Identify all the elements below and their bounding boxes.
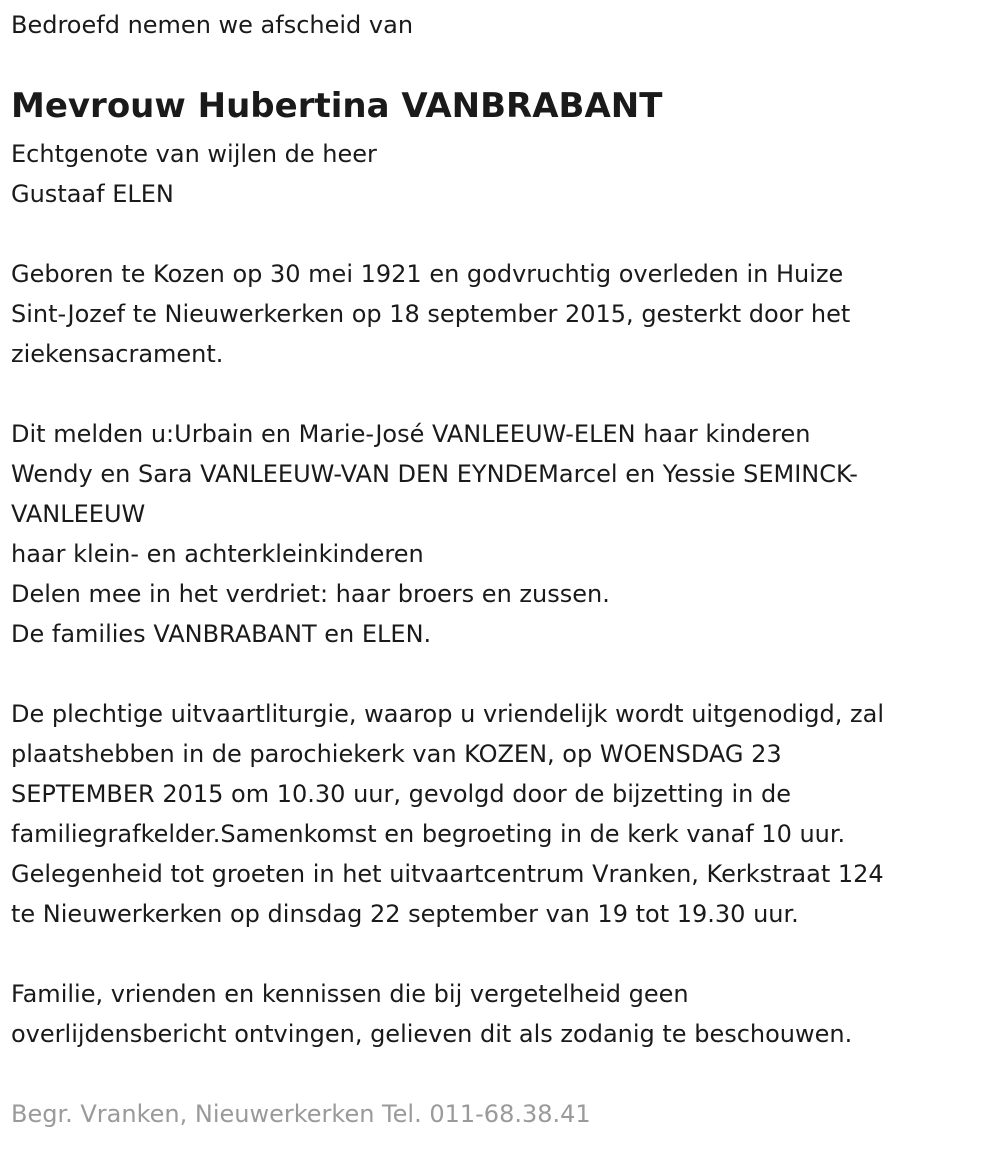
notice-line: Familie, vrienden en kennissen die bij vergetelheid geen (11, 980, 689, 1008)
family-line: Dit melden u:Urbain en Marie-José VANLEEUW-ELEN haar kinderen (11, 420, 811, 448)
spouse-line: Gustaaf ELEN (11, 180, 174, 208)
family-line: De families VANBRABANT en ELEN. (11, 620, 432, 648)
family-line: VANLEEUW (11, 500, 146, 528)
spouse-line: Echtgenote van wijlen de heer (11, 140, 377, 168)
birth-death-section (11, 254, 850, 374)
funeral-line: familiegrafkelder.Samenkomst en begroeting in de kerk vanaf 10 uur. (11, 820, 846, 848)
funeral-section (11, 694, 884, 934)
birth-death-line: Geboren te Kozen op 30 mei 1921 en godvruchtig overleden in Huize (11, 260, 844, 288)
birth-death-line: ziekensacrament. (11, 340, 224, 368)
deceased-name: Mevrouw Hubertina VANBRABANT (11, 86, 663, 126)
funeral-home-footer: Begr. Vranken, Nieuwerkerken Tel. 011-68.38.41 (11, 1100, 591, 1128)
funeral-line: SEPTEMBER 2015 om 10.30 uur, gevolgd door de bijzetting in de (11, 780, 791, 808)
family-line: Wendy en Sara VANLEEUW-VAN DEN EYNDEMarcel en Yessie SEMINCK- (11, 460, 858, 488)
funeral-line: De plechtige uitvaartliturgie, waarop u vriendelijk wordt uitgenodigd, zal (11, 700, 884, 728)
notice-section (11, 974, 852, 1054)
spouse-section (11, 134, 377, 214)
intro-text: Bedroefd nemen we afscheid van (11, 11, 414, 39)
family-line: Delen mee in het verdriet: haar broers en zussen. (11, 580, 610, 608)
notice-line: overlijdensbericht ontvingen, gelieven dit als zodanig te beschouwen. (11, 1020, 853, 1048)
family-line: haar klein- en achterkleinkinderen (11, 540, 424, 568)
birth-death-line: Sint-Jozef te Nieuwerkerken op 18 september 2015, gesterkt door het (11, 300, 851, 328)
funeral-line: te Nieuwerkerken op dinsdag 22 september van 19 tot 19.30 uur. (11, 900, 799, 928)
funeral-line: plaatshebben in de parochiekerk van KOZEN, op WOENSDAG 23 (11, 740, 782, 768)
funeral-line: Gelegenheid tot groeten in het uitvaartcentrum Vranken, Kerkstraat 124 (11, 860, 884, 888)
family-section (11, 414, 858, 654)
